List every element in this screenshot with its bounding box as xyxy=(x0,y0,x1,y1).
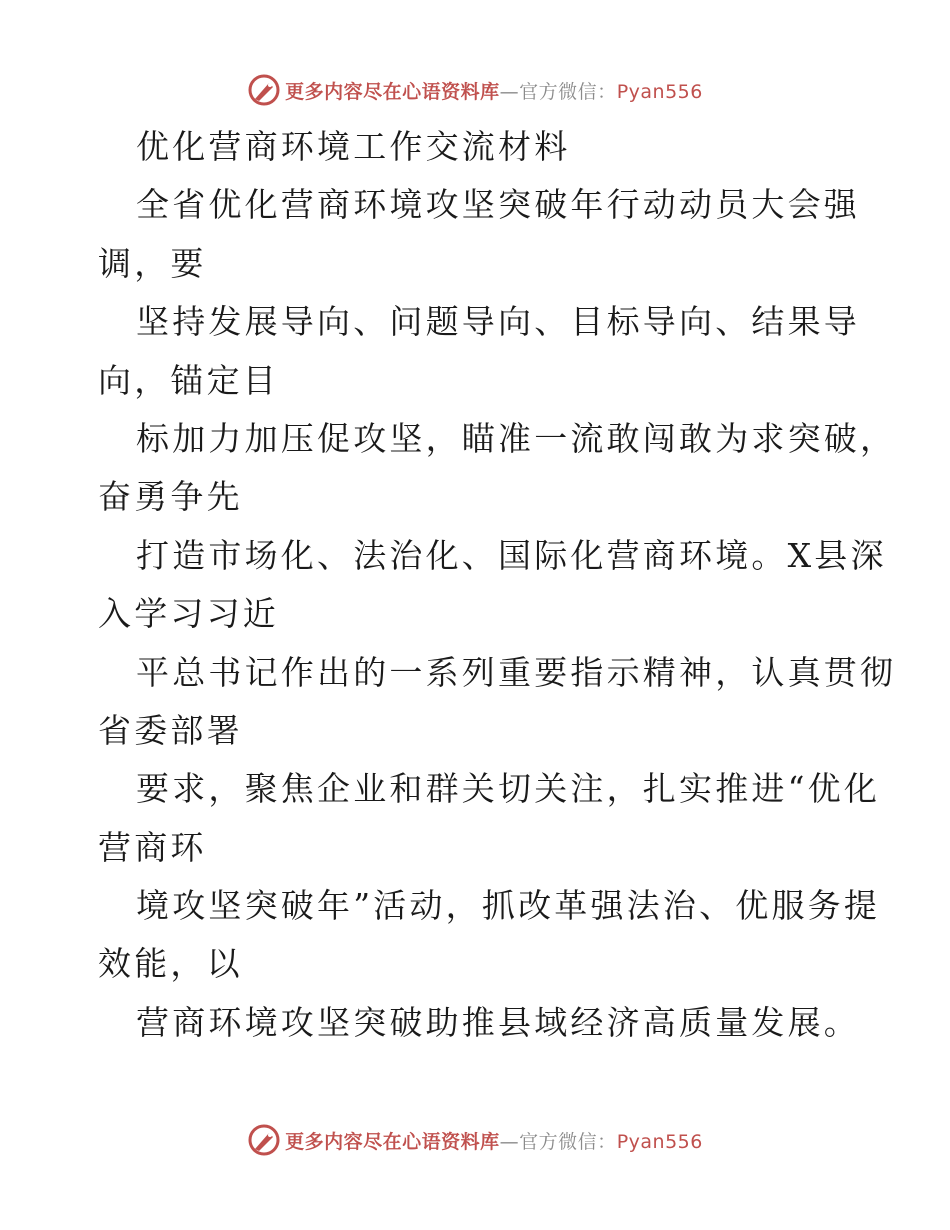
text-line: 效能，以 xyxy=(98,944,243,984)
watermark-official: 官方微信： xyxy=(519,80,617,103)
watermark-official: 官方微信： xyxy=(519,1130,617,1153)
text-line: 营商环 xyxy=(98,827,207,867)
watermark-main: 更多内容尽在心语资料库 xyxy=(285,1130,500,1153)
text-line: 向，锚定目 xyxy=(98,360,279,400)
watermark-dash: — xyxy=(499,1130,520,1153)
watermark-main: 更多内容尽在心语资料库 xyxy=(285,80,500,103)
text-line: 营商环境攻坚突破助推县域经济高质量发展。 xyxy=(136,1002,860,1042)
text-line: 境攻坚突破年”活动，抓改革强法治、优服务提 xyxy=(136,886,881,926)
text-line: 全省优化营商环境攻坚突破年行动动员大会强 xyxy=(136,185,860,225)
watermark-id: Pyan556 xyxy=(616,80,703,103)
watermark-text xyxy=(285,77,703,104)
header-watermark xyxy=(0,70,950,110)
text-line: 优化营商环境工作交流材料 xyxy=(136,127,571,166)
text-line: 入学习习近 xyxy=(98,594,279,634)
text-line: 标加力加压促攻坚，瞄准一流敢闯敢为求突破， xyxy=(136,418,897,458)
watermark-dash: — xyxy=(499,80,520,103)
text-line: 坚持发展导向、问题导向、目标导向、结果导 xyxy=(136,302,860,342)
document-body xyxy=(98,118,897,1052)
watermark-id: Pyan556 xyxy=(616,1130,703,1153)
pen-logo-icon xyxy=(247,73,281,107)
text-line: 平总书记作出的一系列重要指示精神，认真贯彻 xyxy=(136,652,897,692)
text-line: 省委部署 xyxy=(98,710,243,750)
text-line: 调，要 xyxy=(98,243,207,283)
footer-watermark xyxy=(0,1120,950,1160)
text-line: 奋勇争先 xyxy=(98,477,243,517)
watermark-text xyxy=(285,1127,703,1154)
text-line: 要求，聚焦企业和群关切关注，扎实推进“优化 xyxy=(136,769,881,809)
pen-logo-icon xyxy=(247,1123,281,1157)
text-line: 打造市场化、法治化、国际化营商环境。X县深 xyxy=(136,535,887,575)
